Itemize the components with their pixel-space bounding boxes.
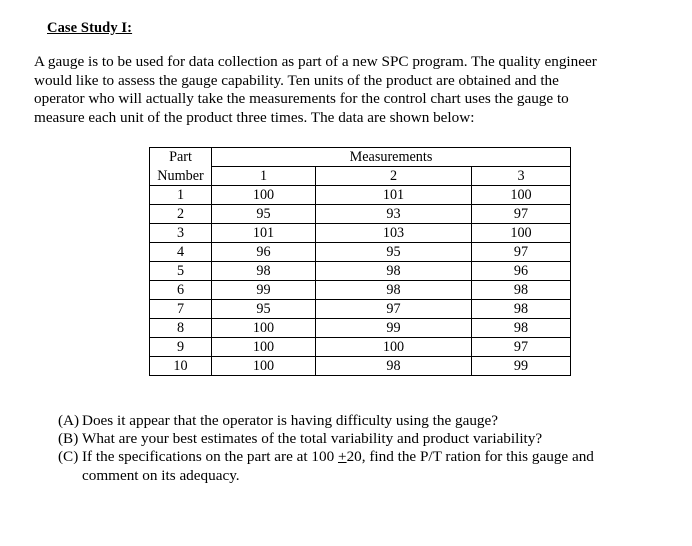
measurement-cell: 100 xyxy=(212,319,316,338)
column-header: 2 xyxy=(316,167,472,186)
question-a xyxy=(58,412,658,430)
table-row xyxy=(150,357,571,376)
measurement-cell: 100 xyxy=(472,186,571,205)
measurement-cell: 98 xyxy=(472,281,571,300)
measurement-cell: 96 xyxy=(472,262,571,281)
measurement-cell: 98 xyxy=(212,262,316,281)
measurement-cell: 97 xyxy=(472,243,571,262)
measurement-cell: 101 xyxy=(212,224,316,243)
measurement-cell: 98 xyxy=(472,300,571,319)
measurement-cell: 99 xyxy=(316,319,472,338)
table-row xyxy=(150,224,571,243)
table-row xyxy=(150,186,571,205)
part-number-cell: 1 xyxy=(150,186,212,205)
table-row xyxy=(150,262,571,281)
measurement-cell: 99 xyxy=(472,357,571,376)
measurement-cell: 96 xyxy=(212,243,316,262)
intro-paragraph xyxy=(34,53,664,127)
measurement-cell: 98 xyxy=(316,262,472,281)
measurement-cell: 98 xyxy=(472,319,571,338)
question-text: What are your best estimates of the total variability and product variability? xyxy=(82,430,543,448)
table-row xyxy=(150,281,571,300)
measurement-cell: 100 xyxy=(212,186,316,205)
part-number-cell: 7 xyxy=(150,300,212,319)
question-label: (C) xyxy=(58,448,79,466)
part-number-cell: 6 xyxy=(150,281,212,300)
measurement-cell: 93 xyxy=(316,205,472,224)
measurement-cell: 100 xyxy=(212,357,316,376)
part-number-cell: 3 xyxy=(150,224,212,243)
question-label: (B) xyxy=(58,430,79,448)
table-subheader-row xyxy=(150,167,571,186)
column-header: 3 xyxy=(472,167,571,186)
plus-minus-sign: + xyxy=(337,448,347,466)
intro-line: A gauge is to be used for data collection as part of a new SPC program. The quality engineer xyxy=(34,53,597,70)
table-body xyxy=(150,186,571,376)
table-row xyxy=(150,319,571,338)
measurement-cell: 97 xyxy=(472,338,571,357)
part-header-top: Part xyxy=(150,148,212,167)
measurement-cell: 95 xyxy=(212,205,316,224)
question-c-continuation xyxy=(58,467,658,485)
table-row xyxy=(150,205,571,224)
measurement-cell: 95 xyxy=(212,300,316,319)
table-row xyxy=(150,243,571,262)
intro-line: operator who will actually take the measurements for the control chart uses the gauge to xyxy=(34,90,569,107)
measurement-cell: 103 xyxy=(316,224,472,243)
table-row xyxy=(150,300,571,319)
measurement-cell: 100 xyxy=(212,338,316,357)
measurement-cell: 100 xyxy=(472,224,571,243)
measurement-cell: 97 xyxy=(472,205,571,224)
measurement-cell: 98 xyxy=(316,357,472,376)
question-text-part: If the specifications on the part are at 100 xyxy=(82,448,338,466)
question-b xyxy=(58,430,658,448)
measurement-cell: 100 xyxy=(316,338,472,357)
table-header-row xyxy=(150,148,571,167)
question-text: comment on its adequacy. xyxy=(82,466,240,484)
intro-line: would like to assess the gauge capability. Ten units of the product are obtained and the xyxy=(34,71,559,89)
part-number-cell: 5 xyxy=(150,262,212,281)
measurement-cell: 99 xyxy=(212,281,316,300)
intro-line: measure each unit of the product three times. The data are shown below: xyxy=(34,108,475,126)
case-study-title: Case Study I: xyxy=(47,20,133,36)
question-c xyxy=(58,448,658,466)
part-number-cell: 8 xyxy=(150,319,212,338)
measurement-cell: 97 xyxy=(316,300,472,319)
measurement-cell: 95 xyxy=(316,243,472,262)
part-number-cell: 10 xyxy=(150,357,212,376)
questions-list xyxy=(58,412,658,485)
question-text xyxy=(82,448,658,466)
measurements-header: Measurements xyxy=(212,148,571,167)
part-header-bottom: Number xyxy=(150,167,212,186)
part-number-cell: 9 xyxy=(150,338,212,357)
part-number-cell: 4 xyxy=(150,243,212,262)
measurement-cell: 98 xyxy=(316,281,472,300)
question-label: (A) xyxy=(58,412,80,429)
question-text: Does it appear that the operator is having difficulty using the gauge? xyxy=(82,412,498,429)
part-number-cell: 2 xyxy=(150,205,212,224)
table-row xyxy=(150,338,571,357)
column-header: 1 xyxy=(212,167,316,186)
measurement-cell: 101 xyxy=(316,186,472,205)
question-text-part: 20, find the P/T ration for this gauge and xyxy=(346,448,594,466)
measurements-table xyxy=(149,147,571,376)
